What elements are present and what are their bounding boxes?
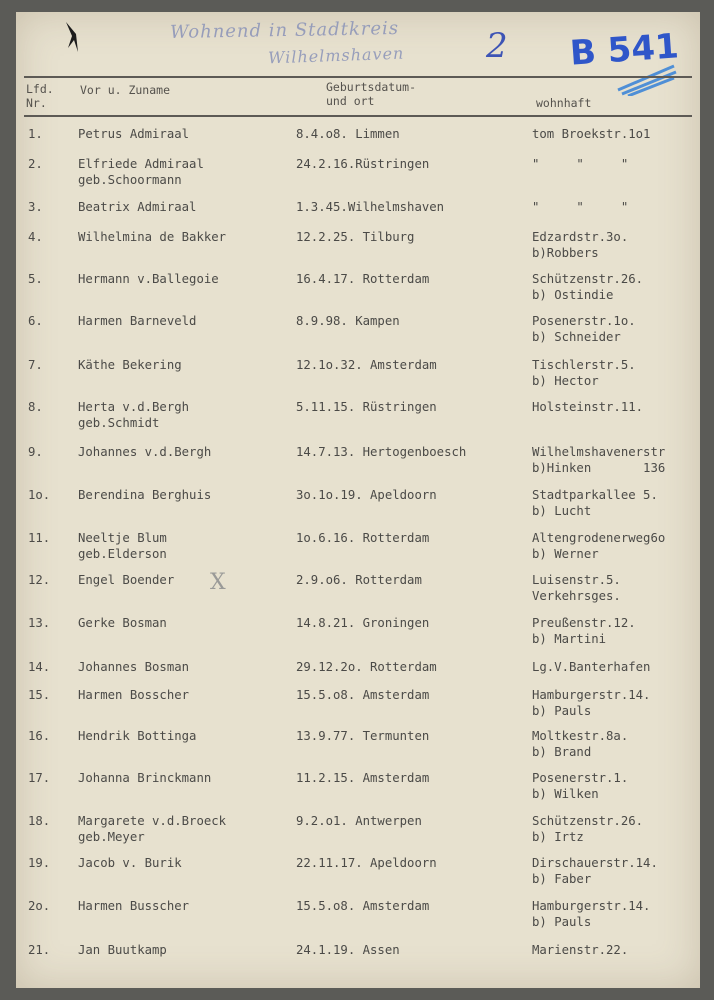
person-name: Harmen Barneveld	[78, 314, 197, 328]
birth-date-place: 13.9.77. Termunten	[296, 729, 430, 743]
birth-date-place: 14.8.21. Groningen	[296, 616, 430, 630]
person-name: Käthe Bekering	[78, 358, 182, 372]
residence: Schützenstr.26. b) Ostindie	[532, 272, 644, 302]
birth-date-place: 24.2.16.Rüstringen	[296, 157, 430, 171]
residence: " " "	[532, 157, 629, 171]
person-name: Elfriede Admiraal geb.Schoormann	[78, 157, 204, 187]
pencil-cross-mark: X	[210, 570, 226, 595]
row-number: 3.	[28, 200, 43, 214]
residence: Luisenstr.5. Verkehrsges.	[532, 573, 621, 603]
residence: Wilhelmshavenerstr b)Hinken 136	[532, 445, 666, 475]
residence: Posenerstr.1o. b) Schneider	[532, 314, 636, 344]
row-number: 1o.	[28, 488, 51, 502]
row-number: 9.	[28, 445, 43, 459]
birth-date-place: 12.1o.32. Amsterdam	[296, 358, 437, 372]
person-name: Margarete v.d.Broeck geb.Meyer	[78, 814, 227, 844]
person-name: Johannes Bosman	[78, 660, 190, 674]
residence: Stadtparkallee 5. b) Lucht	[532, 488, 658, 518]
row-number: 4.	[28, 230, 43, 244]
residence: Tischlerstr.5. b) Hector	[532, 358, 636, 388]
handwritten-note-line2: Wilhelmshaven	[267, 43, 405, 68]
residence: Edzardstr.3o. b)Robbers	[532, 230, 629, 260]
birth-date-place: 8.4.o8. Limmen	[296, 127, 400, 141]
residence: Lg.V.Banterhafen	[532, 660, 651, 674]
birth-date-place: 11.2.15. Amsterdam	[296, 771, 430, 785]
person-name: Hendrik Bottinga	[78, 729, 197, 743]
header-top-rule	[24, 76, 692, 78]
residence: Hamburgerstr.14. b) Pauls	[532, 688, 651, 718]
row-number: 16.	[28, 729, 51, 743]
birth-date-place: 2.9.o6. Rotterdam	[296, 573, 422, 587]
row-number: 5.	[28, 272, 43, 286]
residence: Marienstr.22.	[532, 943, 629, 957]
birth-date-place: 15.5.o8. Amsterdam	[296, 688, 430, 702]
birth-date-place: 8.9.98. Kampen	[296, 314, 400, 328]
person-name: Engel Boender	[78, 573, 175, 587]
person-name: Johannes v.d.Bergh	[78, 445, 212, 459]
row-number: 15.	[28, 688, 51, 702]
residence: Moltkestr.8a. b) Brand	[532, 729, 629, 759]
person-name: Herta v.d.Bergh geb.Schmidt	[78, 400, 190, 430]
folio-number: 2	[486, 26, 508, 66]
residence: Preußenstr.12. b) Martini	[532, 616, 636, 646]
residence: Posenerstr.1. b) Wilken	[532, 771, 629, 801]
birth-date-place: 24.1.19. Assen	[296, 943, 400, 957]
row-number: 13.	[28, 616, 51, 630]
birth-date-place: 22.11.17. Apeldoorn	[296, 856, 437, 870]
column-header-name: Vor u. Zuname	[80, 83, 171, 97]
residence: Holsteinstr.11.	[532, 400, 644, 414]
column-header-residence: wohnhaft	[536, 96, 592, 110]
row-number: 2o.	[28, 899, 51, 913]
person-name: Harmen Busscher	[78, 899, 190, 913]
person-name: Johanna Brinckmann	[78, 771, 212, 785]
birth-date-place: 16.4.17. Rotterdam	[296, 272, 430, 286]
person-name: Wilhelmina de Bakker	[78, 230, 227, 244]
row-number: 19.	[28, 856, 51, 870]
birth-date-place: 5.11.15. Rüstringen	[296, 400, 437, 414]
row-number: 6.	[28, 314, 43, 328]
person-name: Jan Buutkamp	[78, 943, 167, 957]
person-name: Berendina Berghuis	[78, 488, 212, 502]
residence: Hamburgerstr.14. b) Pauls	[532, 899, 651, 929]
birth-date-place: 9.2.o1. Antwerpen	[296, 814, 422, 828]
person-name: Hermann v.Ballegoie	[78, 272, 219, 286]
row-number: 11.	[28, 531, 51, 545]
person-name: Gerke Bosman	[78, 616, 167, 630]
row-number: 7.	[28, 358, 43, 372]
archive-stamp: B 541	[568, 26, 680, 74]
header-bottom-rule	[24, 115, 692, 117]
row-number: 17.	[28, 771, 51, 785]
document-page	[16, 12, 700, 988]
column-header-number: Lfd. Nr.	[26, 82, 54, 110]
row-number: 2.	[28, 157, 43, 171]
person-name: Neeltje Blum geb.Elderson	[78, 531, 167, 561]
residence: Altengrodenerweg6o b) Werner	[532, 531, 666, 561]
person-name: Jacob v. Burik	[78, 856, 182, 870]
ink-blot-mark	[58, 18, 88, 58]
row-number: 21.	[28, 943, 51, 957]
person-name: Harmen Bosscher	[78, 688, 190, 702]
birth-date-place: 1o.6.16. Rotterdam	[296, 531, 430, 545]
row-number: 1.	[28, 127, 43, 141]
row-number: 8.	[28, 400, 43, 414]
person-name: Beatrix Admiraal	[78, 200, 197, 214]
row-number: 18.	[28, 814, 51, 828]
residence: Dirschauerstr.14. b) Faber	[532, 856, 658, 886]
row-number: 12.	[28, 573, 51, 587]
birth-date-place: 3o.1o.19. Apeldoorn	[296, 488, 437, 502]
residence: " " "	[532, 200, 629, 214]
birth-date-place: 14.7.13. Hertogenboesch	[296, 445, 467, 459]
birth-date-place: 15.5.o8. Amsterdam	[296, 899, 430, 913]
residence: Schützenstr.26. b) Irtz	[532, 814, 644, 844]
column-header-birth: Geburtsdatum- und ort	[326, 80, 417, 108]
residence: tom Broekstr.1o1	[532, 127, 651, 141]
birth-date-place: 12.2.25. Tilburg	[296, 230, 415, 244]
birth-date-place: 1.3.45.Wilhelmshaven	[296, 200, 445, 214]
person-name: Petrus Admiraal	[78, 127, 190, 141]
birth-date-place: 29.12.2o. Rotterdam	[296, 660, 437, 674]
handwritten-note-line1: Wohnend in Stadtkreis	[169, 18, 400, 43]
row-number: 14.	[28, 660, 51, 674]
